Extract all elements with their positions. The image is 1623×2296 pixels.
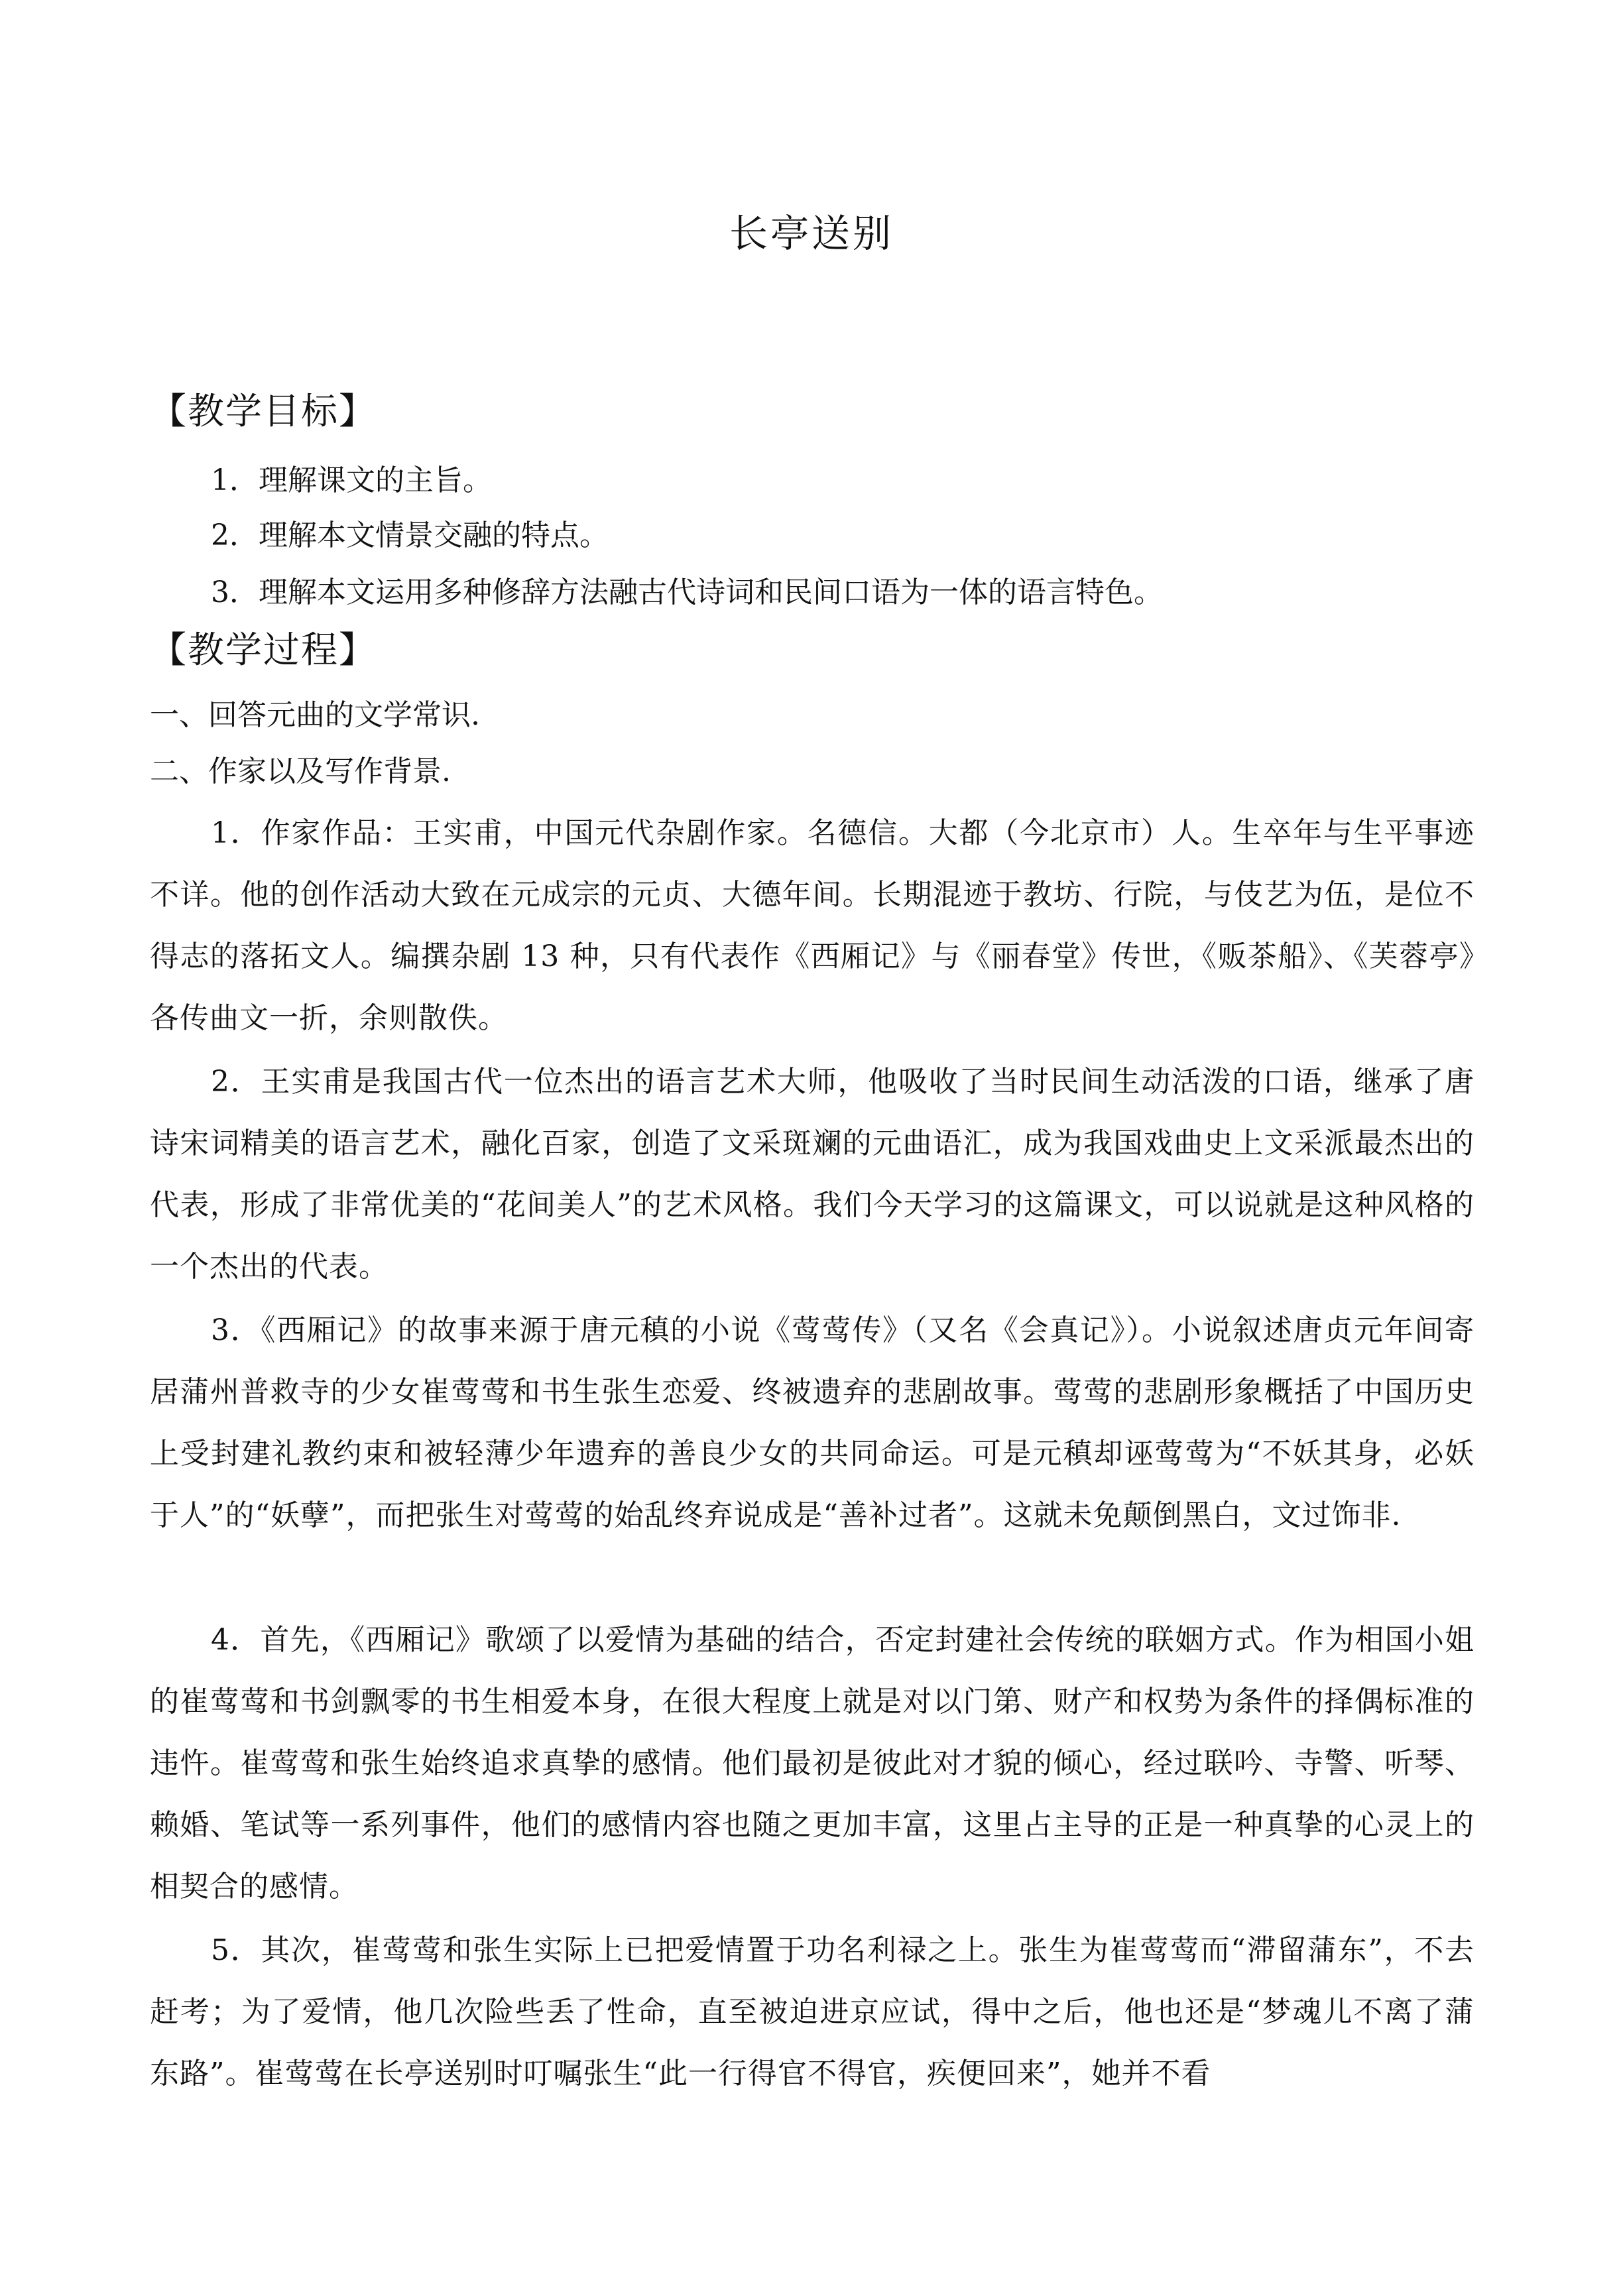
goal-item: 3．理解本文运用多种修辞方法融古代诗词和民间口语为一体的语言特色。 <box>211 575 1163 609</box>
body-paragraph: 5．其次，崔莺莺和张生实际上已把爱情置于功名利禄之上。张生为崔莺莺而“滞留蒲东”，不去赶考；为了爱情，他几次险些丢了性命，直至被迫进京应试，得中之后，他也还是“梦魂儿不离了蒲东路”。崔莺莺在长亭送别时叮嘱张生“此一行得官不得官，疾便回来”，她并不看 <box>150 1933 1474 2090</box>
section-heading: 二、作家以及写作背景. <box>150 755 451 788</box>
body-paragraph: 2．王实甫是我国古代一位杰出的语言艺术大师，他吸收了当时民间生动活泼的口语，继承了唐诗宋词精美的语言艺术，融化百家，创造了文采斑斓的元曲语汇，成为我国戏曲史上文采派最杰出的代表，形成了非常优美的“花间美人”的艺术风格。我们今天学习的这篇课文，可以说就是这种风格的一个杰出的代表。 <box>150 1065 1474 1284</box>
body-paragraph: 4．首先，《西厢记》歌颂了以爱情为基础的结合，否定封建社会传统的联姻方式。作为相国小姐的崔莺莺和书剑飘零的书生相爱本身，在很大程度上就是对以门第、财产和权势为条件的择偶标准的违忤。崔莺莺和张生始终追求真挚的感情。他们最初是彼此对才貌的倾心，经过联吟、寺警、听琴、赖婚、笔试等一系列事件，他们的感情内容也随之更加丰富，这里占主导的正是一种真挚的心灵上的相契合的感情。 <box>150 1623 1474 1903</box>
body-paragraph: 1．作家作品：王实甫，中国元代杂剧作家。名德信。大都（今北京市）人。生卒年与生平事迹不详。他的创作活动大致在元成宗的元贞、大德年间。长期混迹于教坊、行院，与伎艺为伍，是位不得志的落拓文人。编撰杂剧 13 种，只有代表作《西厢记》与《丽春堂》传世，《贩茶船》、《芙蓉亭》各传曲文一折，余则散佚。 <box>150 816 1474 1035</box>
document-title: 长亭送别 <box>729 211 894 256</box>
process-heading: 【教学过程】 <box>150 629 377 671</box>
section-heading: 一、回答元曲的文学常识. <box>150 698 480 732</box>
goal-item: 2．理解本文情景交融的特点。 <box>211 518 609 552</box>
body-paragraph: 3．《西厢记》的故事来源于唐元稹的小说《莺莺传》（又名《会真记》）。小说叙述唐贞元年间寄居蒲州普救寺的少女崔莺莺和书生张生恋爱、终被遗弃的悲剧故事。莺莺的悲剧形象概括了中国历史上受封建礼教约束和被轻薄少年遗弃的善良少女的共同命运。可是元稹却诬莺莺为“不妖其身，必妖于人”的“妖孽”，而把张生对莺莺的始乱终弃说成是“善补过者”。这就未免颠倒黑白，文过饰非. <box>150 1313 1474 1532</box>
goals-heading: 【教学目标】 <box>150 390 377 432</box>
goal-item: 1．理解课文的主旨。 <box>211 463 492 497</box>
